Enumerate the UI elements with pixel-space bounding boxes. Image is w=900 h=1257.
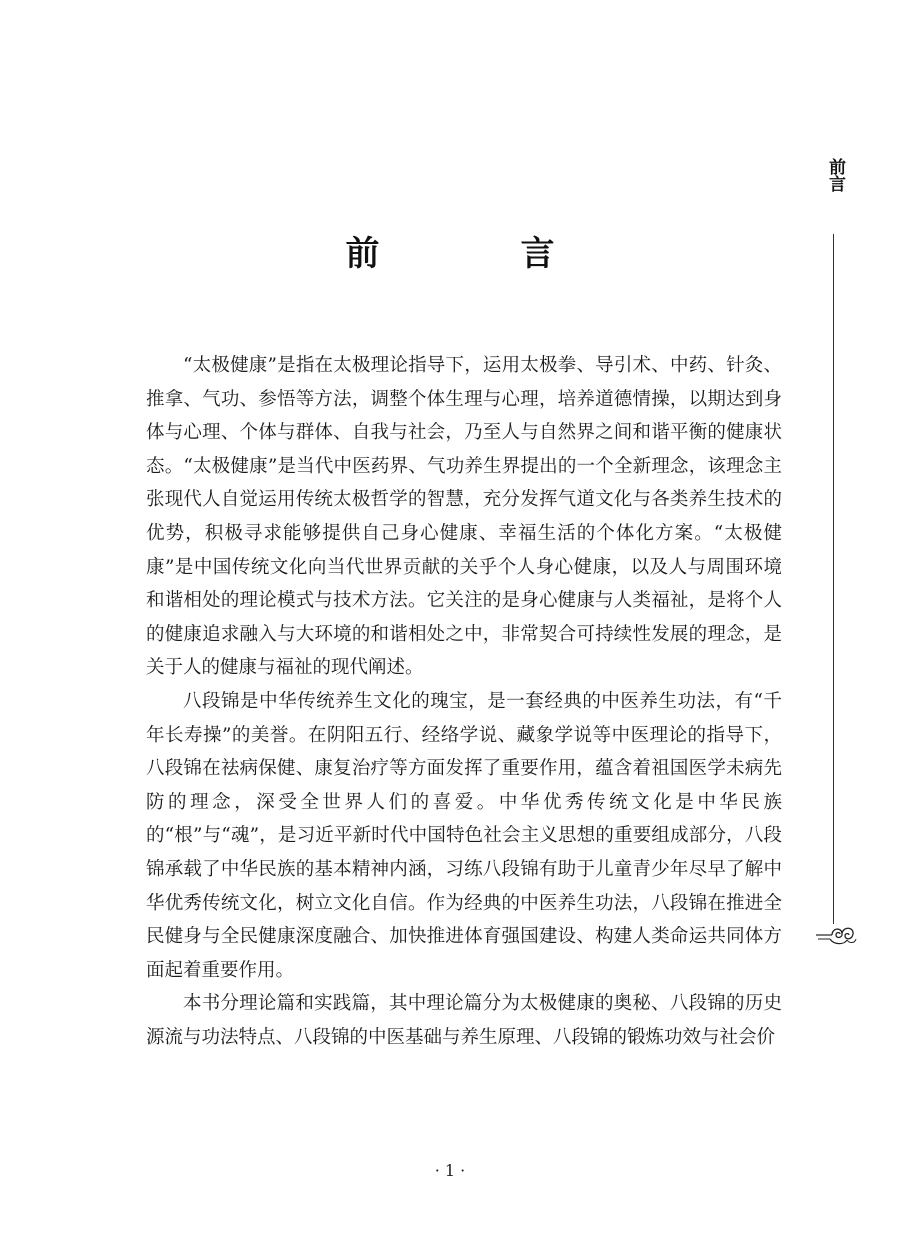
side-tab-label: 前言 <box>825 158 845 192</box>
page-title: 前 言 <box>345 234 620 274</box>
page-number: · 1 · <box>434 1161 466 1180</box>
cloud-scroll-icon <box>814 918 858 952</box>
body-text <box>146 349 782 1054</box>
side-vertical-rule <box>833 234 834 924</box>
paragraph: 八段锦是中华传统养生文化的瑰宝，是一套经典的中医养生功法，有“千年长寿操”的美誉。在阴阳五行、经络学说、藏象学说等中医理论的指导下，八段锦在祛病保健、康复治疗等方面发挥了重要作用，蕴含着祖国医学未病先防的理念，深受全世界人们的喜爱。中华优秀传统文化是中华民族的“根”与“魂”，是习近平新时代中国特色社会主义思想的重要组成部分，八段锦承载了中华民族的基本精神内涵，习练八段锦有助于儿童青少年尽早了解中华优秀传统文化，树立文化自信。作为经典的中医养生功法，八段锦在推进全民健身与全民健康深度融合、加快推进体育强国建设、构建人类命运共同体方面起着重要作用。 <box>146 690 782 981</box>
paragraph: “太极健康”是指在太极理论指导下，运用太极拳、导引术、中药、针灸、推拿、气功、参悟等方法，调整个体生理与心理，培养道德情操，以期达到身体与心理、个体与群体、自我与社会，乃至人与自然界之间和谐平衡的健康状态。“太极健康”是当代中医药界、气功养生界提出的一个全新理念，该理念主张现代人自觉运用传统太极哲学的智慧，充分发挥气道文化与各类养生技术的优势，积极寻求能够提供自己身心健康、幸福生活的个体化方案。“太极健康”是中国传统文化向当代世界贡献的关乎个人身心健康，以及人与周围环境和谐相处的理论模式与技术方法。它关注的是身心健康与人类福祉，是将个人的健康追求融入与大环境的和谐相处之中，非常契合可持续性发展的理念，是关于人的健康与福祉的现代阐述。 <box>146 355 782 679</box>
paragraph: 本书分理论篇和实践篇，其中理论篇分为太极健康的奥秘、八段锦的历史源流与功法特点、八段锦的中医基础与养生原理、八段锦的锻炼功效与社会价 <box>146 993 782 1048</box>
